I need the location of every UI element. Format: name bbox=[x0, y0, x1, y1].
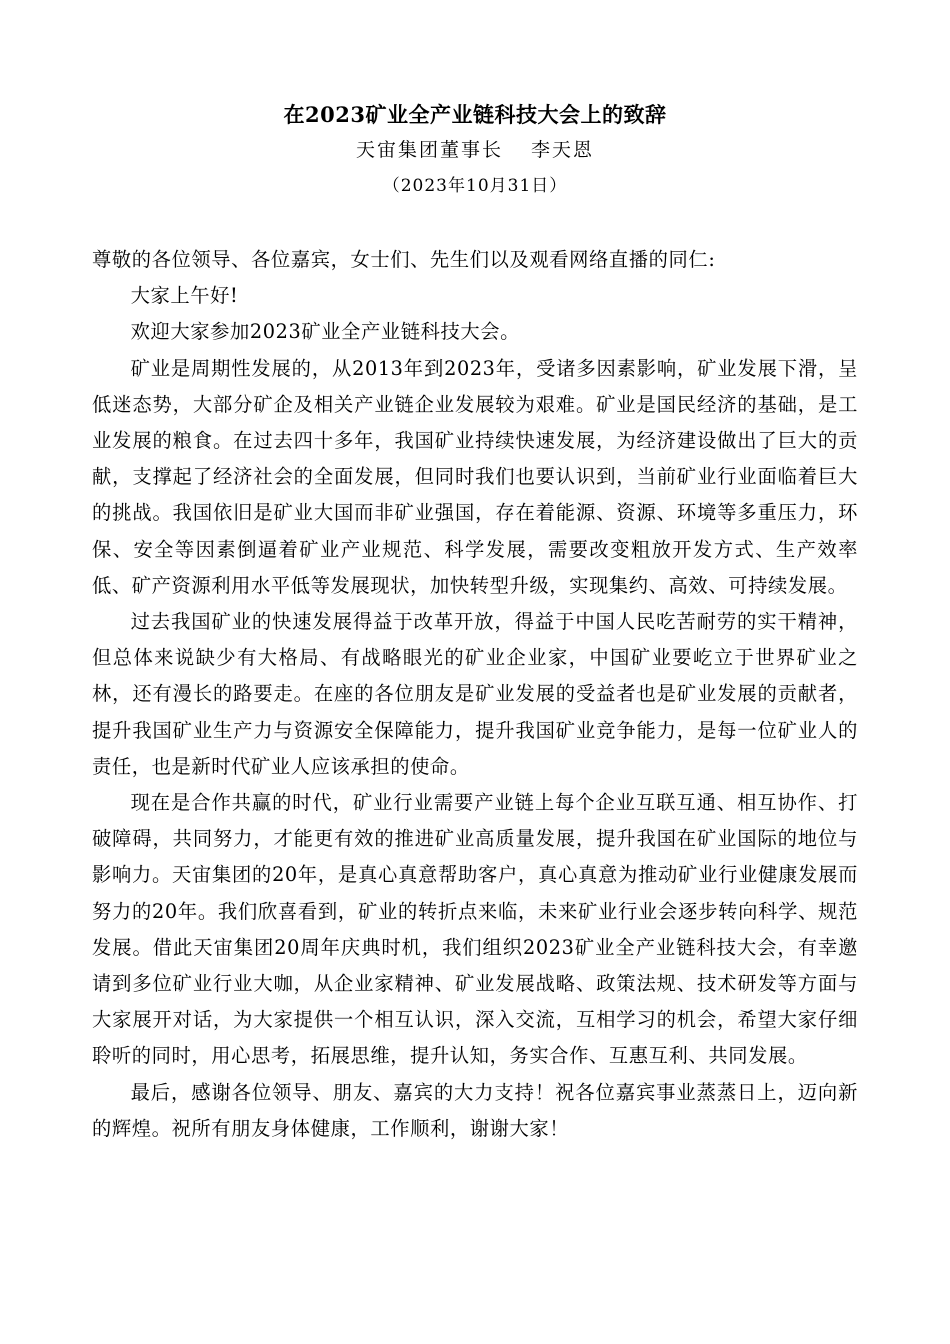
speech-date: （2023年10月31日） bbox=[382, 176, 568, 196]
paragraph-greeting: 大家上午好! bbox=[130, 284, 239, 308]
paragraph-industry-status: 矿业是周期性发展的，从2013年到2023年，受诸多因素影响，矿业发展下滑，呈低迷态势，大部分矿企及相关产业链企业发展较为艰难。矿业是国民经济的基础，是工业发展的粮食。在过去四十多年，我国矿业持续快速发展，为经济建设做出了巨大的贡献，支撑起了经济社会的全面发展，但同时我们也要认识到，当前矿业行业面临着巨大的挑战。我国依旧是矿业大国而非矿业强国，存在着能源、资源、环境等多重压力，环保、安全等因素倒逼着矿业产业规范、科学发展，需要改变粗放开发方式、生产效率低、矿产资源利用水平低等发展现状，加快转型升级，实现集约、高效、可持续发展。 bbox=[92, 356, 858, 597]
salutation: 尊敬的各位领导、各位嘉宾，女士们、先生们以及观看网络直播的同仁: bbox=[92, 248, 716, 271]
paragraph-closing: 最后，感谢各位领导、朋友、嘉宾的大力支持！祝各位嘉宾事业蒸蒸日上，迈向新的辉煌。祝所有朋友身体健康，工作顺利，谢谢大家！ bbox=[92, 1080, 858, 1140]
paragraph-welcome: 欢迎大家参加2023矿业全产业链科技大会。 bbox=[130, 320, 521, 344]
author-name: 李天恩 bbox=[531, 139, 595, 161]
speech-author bbox=[0, 136, 950, 164]
speech-title: 在2023矿业全产业链科技大会上的致辞 bbox=[283, 102, 667, 127]
speech-body bbox=[92, 242, 858, 1147]
paragraph-cooperation: 现在是合作共赢的时代，矿业行业需要产业链上每个企业互联互通、相互协作、打破障碍，共同努力，才能更有效的推进矿业高质量发展，提升我国在矿业国际的地位与影响力。天宙集团的20年，是真心真意帮助客户，真心真意为推动矿业行业健康发展而努力的20年。我们欣喜看到，矿业的转折点来临，未来矿业行业会逐步转向科学、规范发展。借此天宙集团20周年庆典时机，我们组织2023矿业全产业链科技大会，有幸邀请到多位矿业行业大咖，从企业家精神、矿业发展战略、政策法规、技术研发等方面与大家展开对话，为大家提供一个相互认识，深入交流，互相学习的机会，希望大家仔细聆听的同时，用心思考，拓展思维，提升认知，务实合作、互惠互利、共同发展。 bbox=[92, 791, 858, 1068]
author-role: 天宙集团董事长 bbox=[355, 139, 503, 161]
paragraph-development-history: 过去我国矿业的快速发展得益于改革开放，得益于中国人民吃苦耐劳的实干精神，但总体来说缺少有大格局、有战略眼光的矿业企业家，中国矿业要屹立于世界矿业之林，还有漫长的路要走。在座的各位朋友是矿业发展的受益者也是矿业发展的贡献者，提升我国矿业生产力与资源安全保障能力，提升我国矿业竞争能力，是每一位矿业人的责任，也是新时代矿业人应该承担的使命。 bbox=[92, 610, 858, 778]
